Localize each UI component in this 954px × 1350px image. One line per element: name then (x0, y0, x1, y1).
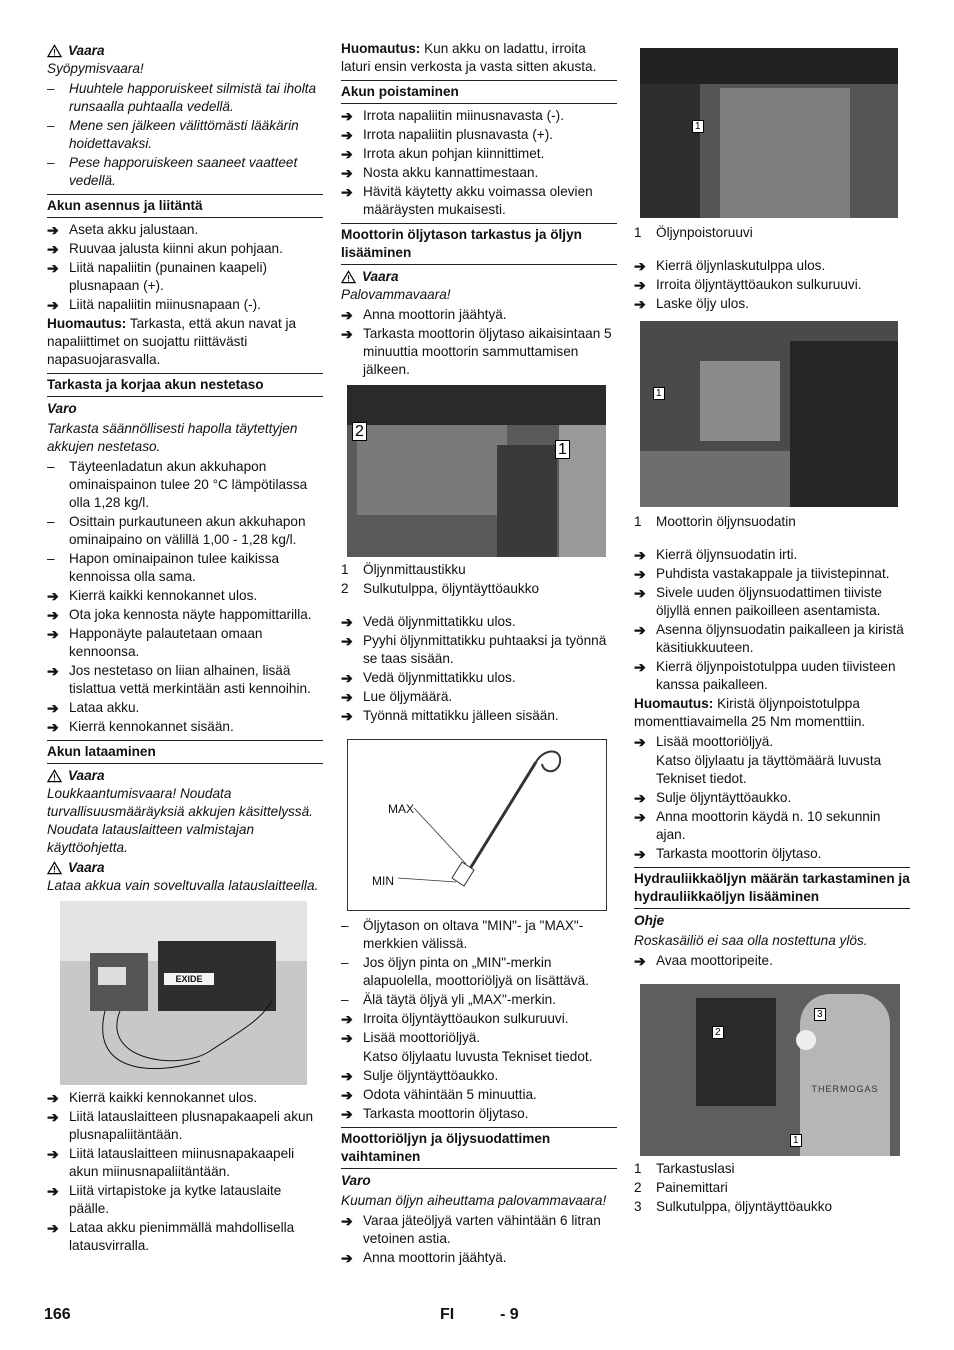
step: ➔ Laske öljy ulos. (634, 296, 749, 312)
photo-label: 1 (653, 387, 665, 400)
oil-filter-photo (640, 321, 898, 507)
step: ➔ Tarkasta moottorin öljytaso aikaisintaan 5 minuuttia moottorin sammuttamisen jälkeen. (341, 326, 612, 377)
warning-list (47, 80, 323, 190)
dipstick-diagram (347, 739, 607, 911)
step: ➔ Liitä napaliitin miinusnapaan (-). (47, 297, 261, 313)
caution-title: Varo (341, 1173, 371, 1188)
step: ➔ Avaa moottoripeite. (634, 953, 773, 969)
dipstick-min-label: MIN (372, 874, 394, 888)
photo-label: 1 (692, 120, 704, 133)
warning-subtitle: Palovammavaara! (341, 287, 451, 302)
step: ➔ Irrota napaliitin miinusnavasta (-). (341, 108, 564, 124)
column-left (47, 40, 323, 1256)
warning-subtitle: Syöpymisvaara! (47, 61, 144, 76)
step: ➔ Odota vähintään 5 minuuttia. (341, 1087, 537, 1103)
photo-label: 2 (712, 1026, 724, 1039)
step: ➔ Lataa akku. (47, 700, 140, 716)
list-item: – Öljytason on oltava "MIN"- ja "MAX"-merkkien välissä. (341, 918, 584, 951)
step: ➔ Kierrä öljynpoistotulppa uuden tiivisteen kanssa paikalleen. (634, 659, 896, 692)
note: Huomautus: Kiristä öljynpoistotulppa momenttiavaimella 25 Nm momenttiin. (634, 696, 866, 729)
step: ➔ Lue öljymäärä. (341, 689, 453, 705)
step: ➔ Anna moottorin jäähtyä. (341, 1250, 507, 1266)
step: ➔ Irroita öljyntäyttöaukon sulkuruuvi. (341, 1011, 569, 1027)
step: ➔ Nosta akku kannattimestaan. (341, 165, 539, 181)
caution-text: Kuuman öljyn aiheuttama palovammavaara! (341, 1193, 607, 1208)
section-heading: Akun asennus ja liitäntä (47, 194, 323, 218)
column-right (634, 40, 910, 1217)
engine-dipstick-photo (347, 385, 606, 557)
warning-heading (47, 767, 323, 785)
cable-lines (60, 901, 307, 1085)
step: ➔ Vedä öljynmittatikku ulos. (341, 670, 516, 686)
caution-title: Varo (47, 401, 77, 416)
language-code: FI (440, 1306, 455, 1323)
step: ➔ Kierrä kaikki kennokannet ulos. (47, 1090, 258, 1106)
warning-title: Vaara (68, 860, 105, 875)
step: ➔ Sulje öljyntäyttöaukko. (634, 790, 792, 806)
section-heading: Hydrauliikkaöljyn määrän tarkastaminen ja hydrauliikkaöljyn lisääminen (634, 867, 910, 909)
step: ➔ Lisää moottoriöljyä. (341, 1030, 481, 1046)
step: ➔ Irroita öljyntäyttöaukon sulkuruuvi. (634, 277, 862, 293)
photo-label: 1 (555, 440, 570, 459)
step: ➔ Irrota akun pohjan kiinnittimet. (341, 146, 545, 162)
step: ➔ Anna moottorin käydä n. 10 sekunnin ajan. (634, 809, 881, 842)
note: Huomautus: Tarkasta, että akun navat ja napaliittimet on suojattu riittävästi napasuojarasvalla. (47, 316, 297, 367)
step: ➔ Ruuvaa jalusta kiinni akun pohjaan. (47, 241, 283, 257)
dipstick-max-label: MAX (388, 802, 415, 816)
step: ➔ Kierrä öljynsuodatin irti. (634, 547, 798, 563)
step: ➔ Lisää moottoriöljyä. (634, 734, 774, 750)
section-heading: Akun poistaminen (341, 80, 617, 104)
step: ➔ Liitä latauslaitteen plusnapakaapeli akun plusnapaliitäntään. (47, 1109, 314, 1142)
oil-drain-photo (640, 48, 898, 218)
hint-text: Roskasäiliö ei saa olla nostettuna ylös. (634, 933, 868, 948)
step: ➔ Asenna öljynsuodatin paikalleen ja kiristä käsitiukkuuteen. (634, 622, 904, 655)
caption: 2 Sulkutulppa, öljyntäyttöaukko (341, 581, 540, 596)
step: ➔ Kierrä öljynlaskutulppa ulos. (634, 258, 826, 274)
warning-triangle-icon (47, 44, 62, 58)
photo-label: 3 (814, 1008, 826, 1021)
step: ➔ Kierrä kaikki kennokannet ulos. (47, 588, 258, 604)
step: ➔ Sulje öljyntäyttöaukko. (341, 1068, 499, 1084)
step: ➔ Hävitä käytetty akku voimassa olevien määräysten mukaisesti. (341, 184, 593, 217)
warning-title: Vaara (362, 269, 399, 284)
step-extra: Katso öljylaatu ja täyttömäärä luvusta Tekniset tiedot. (656, 753, 882, 786)
photo-label: 1 (790, 1134, 802, 1147)
step: ➔ Happonäyte palautetaan omaan kennoonsa. (47, 626, 263, 659)
section-heading: Akun lataaminen (47, 740, 323, 764)
list-item: – Huuhtele happoruiskeet silmistä tai iholta runsaalla puhtaalla vedellä. (47, 81, 317, 114)
warning-heading (47, 859, 323, 877)
caption: 1 Tarkastuslasi (634, 1161, 735, 1176)
caption: 2 Painemittari (634, 1180, 728, 1195)
list-item: – Osittain purkautuneen akun akkuhapon ominaipaino on välillä 1,00 - 1,28 kg/l. (47, 514, 306, 547)
caption: 1 Öljynmittaustikku (341, 562, 466, 577)
step: ➔ Vedä öljynmittatikku ulos. (341, 614, 516, 630)
section-page-number: - 9 (500, 1306, 519, 1323)
step-extra: Katso öljylaatu luvusta Tekniset tiedot. (363, 1049, 593, 1064)
caption: 1 Moottorin öljynsuodatin (634, 514, 796, 529)
step: ➔ Anna moottorin jäähtyä. (341, 307, 507, 323)
warning-triangle-icon (341, 270, 356, 284)
warning-text: Loukkaantumisvaara! Noudata turvallisuusmääräyksiä akkujen käsittelyssä. Noudata latauslaitteen valmistajan käyttöohjetta. (47, 786, 313, 855)
list-item: – Älä täytä öljyä yli „MAX"-merkin. (341, 992, 556, 1007)
list-item: – Hapon ominaipainon tulee kaikissa kennoissa olla sama. (47, 551, 280, 584)
warning-triangle-icon (47, 769, 62, 783)
list-item: – Jos öljyn pinta on „MIN"-merkin alapuolella, moottoriöljyä on lisättävä. (341, 955, 589, 988)
photo-label: 2 (352, 422, 367, 441)
step: ➔ Pyyhi öljynmittatikku puhtaaksi ja työnnä se taas sisään. (341, 633, 607, 666)
step: ➔ Aseta akku jalustaan. (47, 222, 199, 238)
note: Huomautus: Kun akku on ladattu, irroita laturi ensin verkosta ja vasta sitten akusta. (341, 41, 597, 74)
step: ➔ Jos nestetaso on liian alhainen, lisää tislattua vettä merkintään asti kennoihin. (47, 663, 311, 696)
step: ➔ Varaa jäteöljyä varten vähintään 6 litran vetoinen astia. (341, 1213, 601, 1246)
caption: 1 Öljynpoistoruuvi (634, 225, 753, 240)
step: ➔ Tarkasta moottorin öljytaso. (634, 846, 822, 862)
step: ➔ Liitä virtapistoke ja kytke latauslaite päälle. (47, 1183, 282, 1216)
step: ➔ Ota joka kennosta näyte happomittarilla. (47, 607, 312, 623)
warning-triangle-icon (47, 861, 62, 875)
caption: 3 Sulkutulppa, öljyntäyttöaukko (634, 1199, 833, 1214)
battery-brand: EXIDE (164, 973, 214, 985)
warning-title: Vaara (68, 768, 105, 783)
step: ➔ Työnnä mittatikku jälleen sisään. (341, 708, 559, 724)
section-heading: Moottorin öljytason tarkastus ja öljyn lisääminen (341, 223, 617, 265)
column-middle (341, 40, 617, 1268)
list-item: – Mene sen jälkeen välittömästi lääkärin hoidettavaksi. (47, 118, 299, 151)
step: ➔ Puhdista vastakappale ja tiivistepinnat. (634, 566, 890, 582)
warning-title: Vaara (68, 43, 105, 58)
tank-label: THERMOGAS (811, 1084, 879, 1094)
step: ➔ Sivele uuden öljynsuodattimen tiiviste öljyllä ennen paikoilleen asentamista. (634, 585, 882, 618)
warning-heading (341, 268, 617, 286)
section-heading: Tarkasta ja korjaa akun nestetaso (47, 373, 323, 397)
list-item: – Pese happoruiskeen saaneet vaatteet vedellä. (47, 155, 298, 188)
page-number: 166 (44, 1306, 71, 1323)
step: ➔ Irrota napaliitin plusnavasta (+). (341, 127, 554, 143)
list-item: – Täyteenladatun akun akkuhapon ominaispainon tulee 20 °C lämpötilassa olla 1,28 kg/l. (47, 459, 308, 510)
caution-text: Tarkasta säännöllisesti hapolla täytettyjen akkujen nestetaso. (47, 421, 298, 454)
step: ➔ Lataa akku pienimmällä mahdollisella latausvirralla. (47, 1220, 295, 1253)
battery-charger-photo (60, 901, 307, 1085)
step: ➔ Kierrä kennokannet sisään. (47, 719, 234, 735)
hint-title: Ohje (634, 913, 665, 928)
warning-heading (47, 42, 323, 60)
warning-text: Lataa akkua vain soveltuvalla latauslaitteella. (47, 878, 319, 893)
step: ➔ Tarkasta moottorin öljytaso. (341, 1106, 529, 1122)
section-heading: Moottoriöljyn ja öljysuodattimen vaihtaminen (341, 1127, 617, 1169)
step: ➔ Liitä latauslaitteen miinusnapakaapeli akun miinusnapaliitäntään. (47, 1146, 295, 1179)
hydraulic-tank-photo (640, 984, 900, 1156)
step: ➔ Liitä napaliitin (punainen kaapeli) plusnapaan (+). (47, 260, 267, 293)
